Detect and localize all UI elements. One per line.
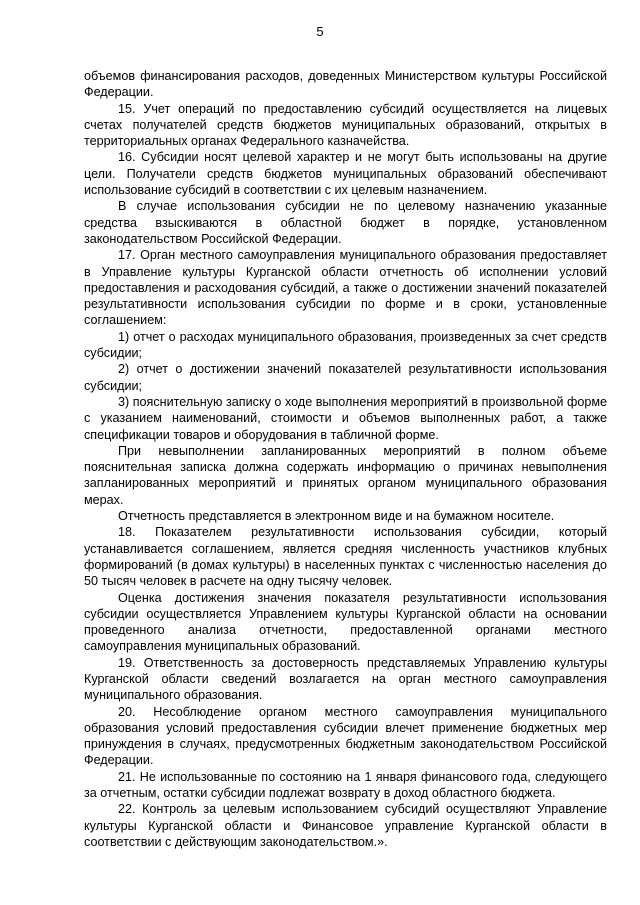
paragraph-15: 15. Учет операций по предоставлению субсидий осуществляется на лицевых счетах получателей средств бюджетов муниципальных образований, открытых в территориальных органах Федерального казначейства. [84, 101, 607, 149]
page-number: 5 [316, 24, 324, 39]
paragraph-22: 22. Контроль за целевым использованием субсидий осуществляют Управление культуры Курганской области и Финансовое управление Курганской области в соответствии с действующим законодательством.». [84, 802, 607, 849]
paragraph-continuation: объемов финансирования расходов, доведенных Министерством культуры Российской Федерации. [84, 69, 607, 100]
document-body [84, 68, 607, 850]
paragraph-18: 18. Показателем результативности использования субсидии, который устанавливается соглашением, является средняя численность участников клубных формирований (в домах культуры) в населенных пунктах с численностью населения до 50 тысяч человек в расчете на одну тысячу человек. [84, 525, 607, 589]
paragraph-misuse: В случае использования субсидии не по целевому назначению указанные средства взыскиваются в областной бюджет в порядке, установленном законодательством Российской Федерации. [84, 199, 607, 246]
paragraph-20: 20. Несоблюдение органом местного самоуправления муниципального образования условий предоставления субсидии влечет применение бюджетных мер принуждения в случаях, предусмотренных бюджетным законодательством Российской Федерации. [84, 704, 607, 768]
list-item-3: 3) пояснительную записку о ходе выполнения мероприятий в произвольной форме с указанием наименований, стоимости и объемов выполненных работ, а также спецификации товаров и оборудования в табличной форме. [84, 394, 607, 442]
list-item-1: 1) отчет о расходах муниципального образования, произведенных за счет средств субсидии; [84, 329, 607, 361]
paragraph-17: 17. Орган местного самоуправления муниципального образования предоставляет в Управление культуры Курганской области отчетность об исполнении условий предоставления и расходования субсидий, а также о достижении значений показателей результативности использования субсидии по форме и в сроки, установленные соглашением: [84, 248, 607, 328]
list-item-2: 2) отчет о достижении значений показателей результативности использования субсидии; [84, 362, 607, 393]
paragraph-19: 19. Ответственность за достоверность представляемых Управлению культуры Курганской области сведений возлагается на орган местного самоуправления муниципального образования. [84, 655, 607, 703]
paragraph-21: 21. Не использованные по состоянию на 1 января финансового года, следующего за отчетным, остатки субсидии подлежат возврату в доход областного бюджета. [84, 769, 607, 801]
paragraph-non-fulfillment: При невыполнении запланированных мероприятий в полном объеме пояснительная записка должна содержать информацию о причинах невыполнения запланированных мероприятий и принятых органом муниципального образования мерах. [84, 443, 607, 507]
paragraph-16: 16. Субсидии носят целевой характер и не могут быть использованы на другие цели. Получатели средств бюджетов муниципальных образований обеспечивают использование субсидий в соответствии с их целевым назначением. [84, 150, 607, 198]
paragraph-reporting-format: Отчетность представляется в электронном виде и на бумажном носителе. [118, 509, 555, 524]
paragraph-assessment: Оценка достижения значения показателя результативности использования субсидии осуществляется Управлением культуры Курганской области на основании проведенного анализа отчетности, предоставленной органами местного самоуправления муниципальных образований. [84, 590, 607, 654]
